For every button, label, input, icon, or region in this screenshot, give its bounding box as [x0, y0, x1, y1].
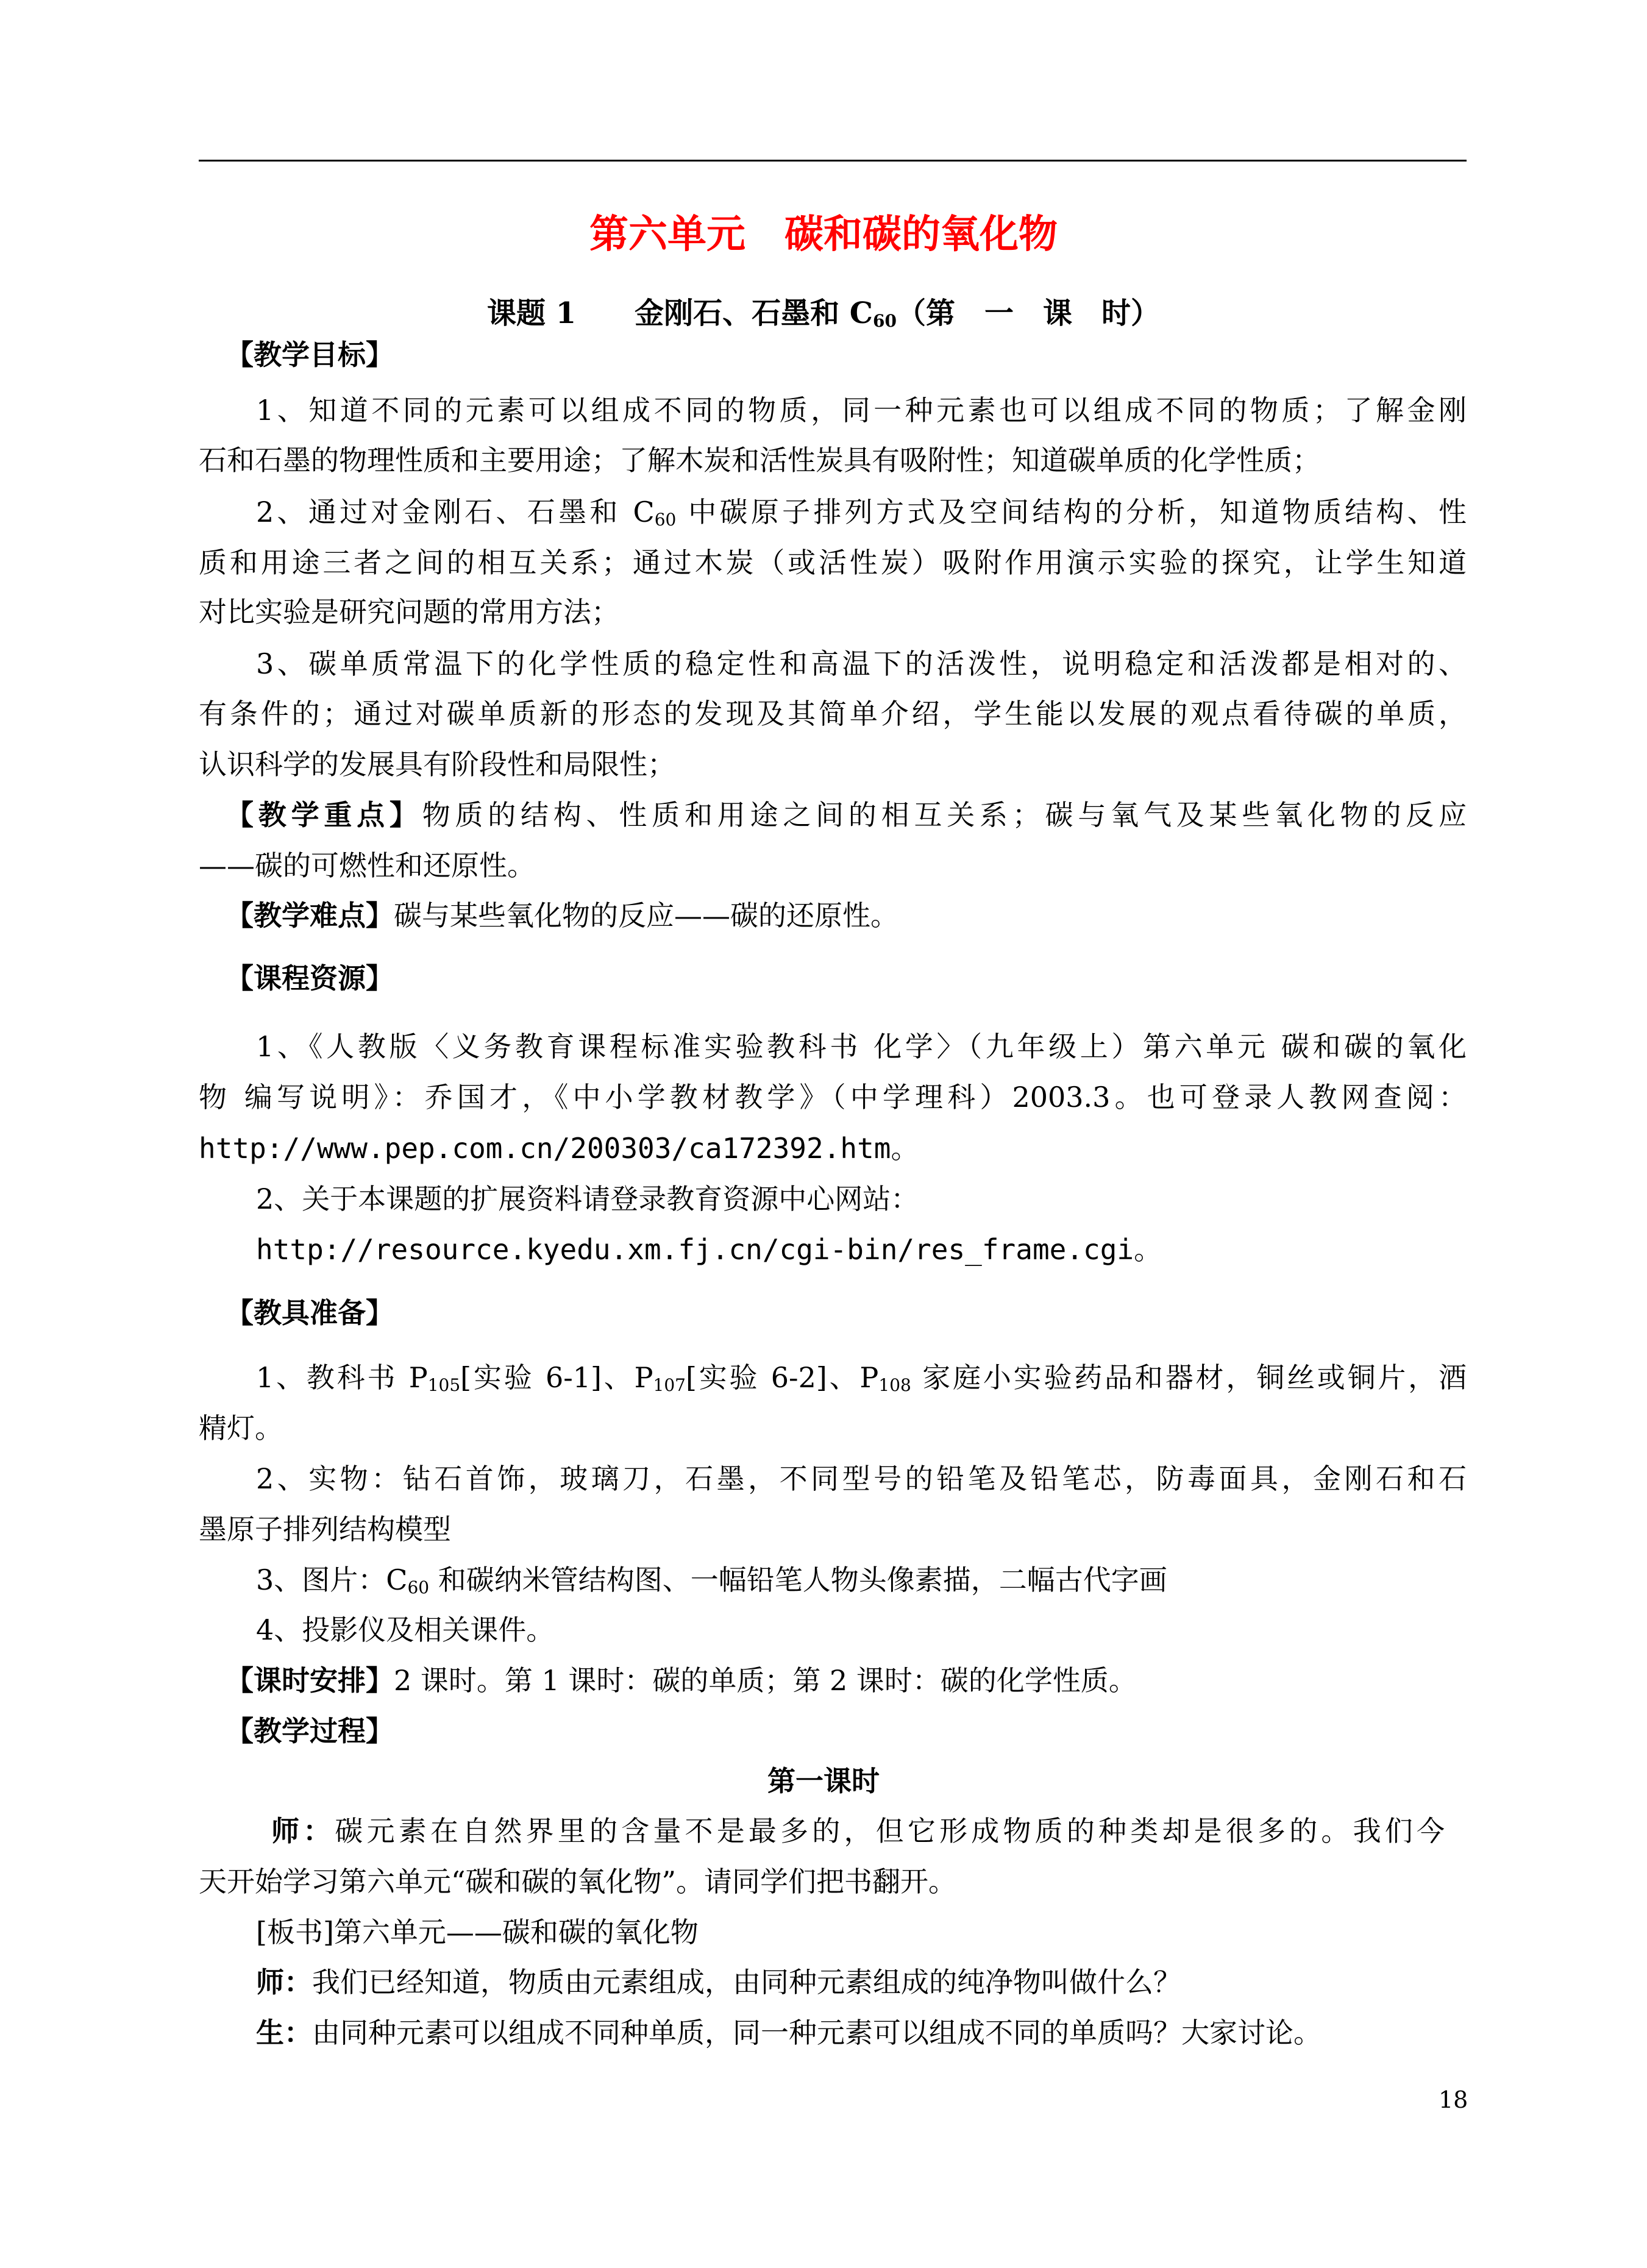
teacher-1-line-1	[271, 1813, 1445, 1849]
objective-3-line-1: 3、碳单质常温下的化学性质的稳定性和高温下的活泼性，说明稳定和活泼都是相对的、	[256, 647, 1467, 680]
resource-2-url[interactable]: http://resource.kyedu.xm.fj.cn/cgi-bin/res_frame.cgi。	[256, 1233, 1162, 1266]
equipment-1-sub-1: 105	[427, 1375, 461, 1395]
header-rule	[199, 160, 1467, 162]
objective-2-line-2: 质和用途三者之间的相互关系；通过木炭（或活性炭）吸附作用演示实验的探究，让学生知道	[199, 546, 1467, 579]
schedule-label: 【课时安排】	[226, 1664, 394, 1697]
key-points	[226, 797, 1467, 833]
schedule	[226, 1662, 1137, 1699]
objective-1-line-1: 1、知道不同的元素可以组成不同的物质，同一种元素也可以组成不同的物质；了解金刚	[256, 394, 1467, 427]
heading-equipment: 【教具准备】	[226, 1296, 394, 1329]
student-1-label: 生：	[256, 2016, 312, 2049]
difficult-points	[226, 897, 898, 934]
schedule-text: 2 课时。第 1 课时：碳的单质；第 2 课时：碳的化学性质。	[394, 1664, 1137, 1697]
equipment-1-line-2: 精灯。	[199, 1412, 283, 1445]
subtitle-subscript: 60	[873, 311, 897, 331]
equipment-1-d: 家庭小实验药品和器材，铜丝或铜片，酒	[911, 1361, 1467, 1394]
objective-3-line-2: 有条件的；通过对碳单质新的形态的发现及其简单介绍，学生能以发展的观点看待碳的单质，	[199, 697, 1467, 730]
teacher-1-line-2: 天开始学习第六单元“碳和碳的氧化物”。请同学们把书翻开。	[199, 1865, 957, 1898]
objective-2-line-1b: 中碳原子排列方式及空间结构的分析，知道物质结构、性	[676, 496, 1467, 528]
equipment-1-sub-2: 107	[653, 1375, 686, 1395]
equipment-4: 4、投影仪及相关课件。	[256, 1613, 555, 1646]
resource-2-line-1: 2、关于本课题的扩展资料请登录教育资源中心网站：	[256, 1182, 919, 1215]
objective-2-line-1	[256, 494, 1467, 530]
objective-1-line-2: 石和石墨的物理性质和主要用途；了解木炭和活性炭具有吸附性；知道碳单质的化学性质；	[199, 444, 1320, 477]
heading-process: 【教学过程】	[226, 1715, 394, 1747]
equipment-2-line-2: 墨原子排列结构模型	[199, 1513, 451, 1546]
student-1-text: 由同种元素可以组成不同种单质，同一种元素可以组成不同的单质吗？大家讨论。	[312, 2016, 1322, 2049]
key-points-label: 【教学重点】	[226, 798, 422, 831]
heading-objectives: 【教学目标】	[226, 338, 394, 371]
heading-resources: 【课程资源】	[226, 962, 394, 995]
resource-1-line-1: 1、《人教版〈义务教育课程标准实验教科书 化学〉（九年级上）第六单元 碳和碳的氧化	[256, 1030, 1467, 1063]
equipment-1-b: [实验 6-1]、P	[460, 1361, 653, 1394]
teacher-1-text: 碳元素在自然界里的含量不是最多的，但它形成物质的种类却是很多的。我们今	[335, 1815, 1445, 1847]
teacher-2-label: 师：	[256, 1966, 312, 1999]
objective-3-line-3: 认识科学的发展具有阶段性和局限性；	[199, 748, 675, 781]
difficult-points-text: 碳与某些氧化物的反应——碳的还原性。	[394, 899, 898, 932]
equipment-1-c: [实验 6-2]、P	[685, 1361, 879, 1394]
resource-1-line-2: 物 编写说明》：乔国才，《中小学教材教学》（中学理科）2003.3。也可登录人教网查阅：	[199, 1081, 1467, 1114]
board-note: [板书]第六单元——碳和碳的氧化物	[256, 1916, 699, 1949]
lesson-subtitle	[0, 295, 1647, 332]
equipment-3-a: 3、图片：C	[256, 1563, 408, 1596]
objective-2-line-1a: 2、通过对金刚石、石墨和 C	[256, 496, 655, 528]
equipment-1-a: 1、教科书 P	[256, 1361, 428, 1394]
lesson-title: 第一课时	[767, 1765, 880, 1797]
teacher-1-label: 师：	[271, 1815, 335, 1847]
equipment-3-sub: 60	[407, 1577, 430, 1598]
resource-1-url[interactable]: http://www.pep.com.cn/200303/ca172392.htm。	[199, 1132, 919, 1165]
equipment-2-line-1: 2、实物：钻石首饰，玻璃刀，石墨，不同型号的铅笔及铅笔芯，防毒面具，金刚石和石	[256, 1462, 1467, 1495]
teacher-2-text: 我们已经知道，物质由元素组成，由同种元素组成的纯净物叫做什么？	[312, 1966, 1181, 1999]
teacher-2	[256, 1964, 1181, 2000]
key-points-line-2: ——碳的可燃性和还原性。	[199, 849, 535, 882]
subtitle-tail: （第 一 课 时）	[896, 296, 1160, 330]
subtitle-lead: 课题 1 金刚石、石墨和 C	[486, 296, 873, 330]
equipment-1-sub-3: 108	[878, 1375, 911, 1395]
equipment-3	[256, 1562, 1167, 1598]
page-number: 18	[1439, 2086, 1468, 2113]
equipment-1-line-1	[256, 1359, 1467, 1396]
equipment-3-b: 和碳纳米管结构图、一幅铅笔人物头像素描，二幅古代字画	[429, 1563, 1167, 1596]
page-title: 第六单元 碳和碳的氧化物	[589, 212, 1058, 257]
key-points-text: 物质的结构、性质和用途之间的相互关系；碳与氧气及某些氧化物的反应	[422, 798, 1467, 831]
objective-2-subscript: 60	[654, 510, 677, 530]
difficult-points-label: 【教学难点】	[226, 899, 394, 932]
objective-2-line-3: 对比实验是研究问题的常用方法；	[199, 595, 619, 628]
student-1	[256, 2014, 1322, 2051]
